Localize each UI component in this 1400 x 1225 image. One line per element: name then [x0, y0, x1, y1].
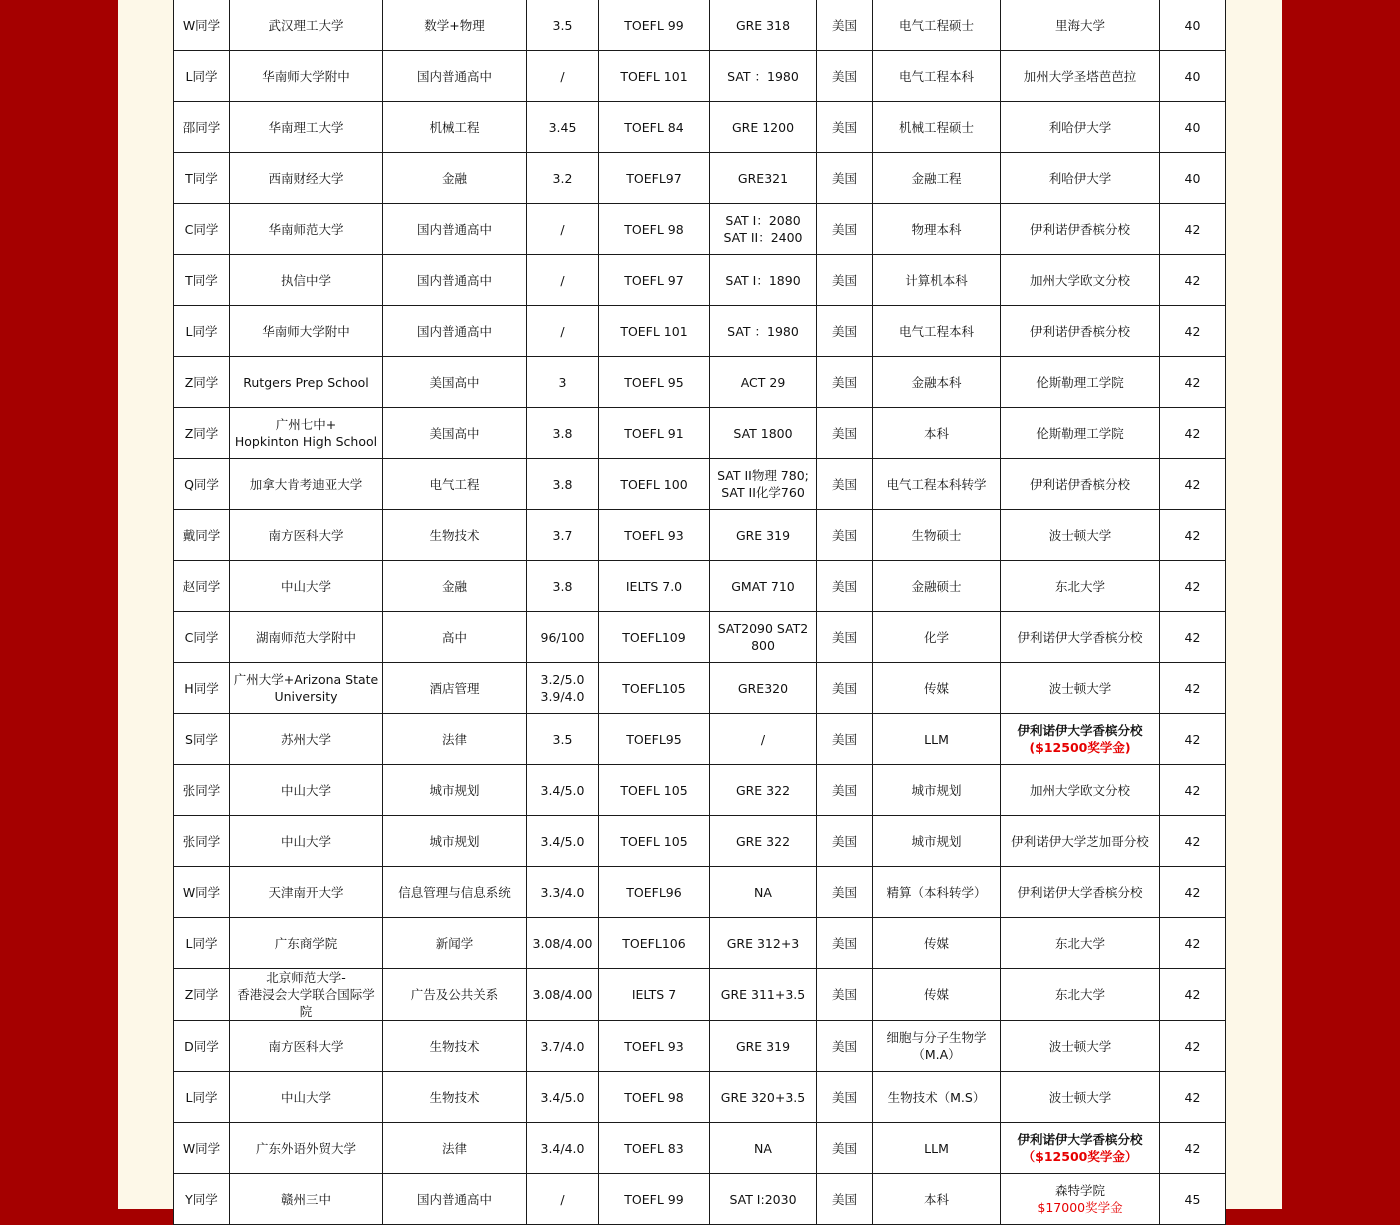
offer-school-cell	[1001, 561, 1160, 612]
offer-school-name: 东北大学	[1054, 578, 1105, 594]
language-score-cell: TOEFL 98	[599, 204, 710, 255]
student-name-cell: C同学	[174, 204, 230, 255]
test-score-cell: SAT I:2030	[710, 1174, 817, 1225]
offer-school-cell	[1001, 867, 1160, 918]
test-score-cell: SAT I：1890	[710, 255, 817, 306]
language-score-cell: TOEFL 98	[599, 1072, 710, 1123]
days-cell: 42	[1160, 510, 1226, 561]
table-row	[174, 102, 1226, 153]
program-cell: 城市规划	[873, 765, 1001, 816]
table-row	[174, 1123, 1226, 1174]
major-cell: 酒店管理	[383, 663, 527, 714]
test-score-cell: SAT II物理 780; SAT II化学760	[710, 459, 817, 510]
language-score-cell: TOEFL97	[599, 153, 710, 204]
school-cell: 中山大学	[230, 816, 383, 867]
days-cell: 42	[1160, 357, 1226, 408]
language-score-cell: TOEFL109	[599, 612, 710, 663]
offer-school-name: 伊利诺伊香槟分校	[1029, 476, 1130, 492]
country-cell: 美国	[817, 1123, 873, 1174]
student-name-cell: L同学	[174, 1072, 230, 1123]
gpa-cell: 3.2/5.0 3.9/4.0	[527, 663, 599, 714]
program-cell: 计算机本科	[873, 255, 1001, 306]
major-cell: 机械工程	[383, 102, 527, 153]
student-name-cell: Z同学	[174, 357, 230, 408]
student-name-cell: T同学	[174, 255, 230, 306]
gpa-cell: 3.4/5.0	[527, 1072, 599, 1123]
student-name-cell: L同学	[174, 51, 230, 102]
program-cell: 精算（本科转学）	[873, 867, 1001, 918]
test-score-cell: SAT I：2080 SAT II：2400	[710, 204, 817, 255]
gpa-cell: 3.08/4.00	[527, 969, 599, 1021]
student-name-cell: 邵同学	[174, 102, 230, 153]
major-cell: 法律	[383, 1123, 527, 1174]
offer-school-cell	[1001, 459, 1160, 510]
table-row	[174, 0, 1226, 51]
language-score-cell: TOEFL 97	[599, 255, 710, 306]
school-cell: 北京师范大学- 香港浸会大学联合国际学院	[230, 969, 383, 1021]
table-row	[174, 561, 1226, 612]
student-name-cell: Y同学	[174, 1174, 230, 1225]
offer-school-name: 伊利诺伊香槟分校	[1029, 221, 1130, 237]
student-name-cell: D同学	[174, 1021, 230, 1072]
test-score-cell: GRE 322	[710, 816, 817, 867]
language-score-cell: TOEFL 105	[599, 765, 710, 816]
gpa-cell: 3.08/4.00	[527, 918, 599, 969]
program-cell: 物理本科	[873, 204, 1001, 255]
offer-school-name: 伦斯勒理工学院	[1036, 374, 1124, 390]
table-row	[174, 612, 1226, 663]
test-score-cell: GRE 319	[710, 510, 817, 561]
table-row	[174, 1174, 1226, 1225]
offer-school-cell	[1001, 714, 1160, 765]
offer-school-cell	[1001, 1123, 1160, 1174]
school-cell: 天津南开大学	[230, 867, 383, 918]
days-cell: 45	[1160, 1174, 1226, 1225]
days-cell: 40	[1160, 102, 1226, 153]
days-cell: 42	[1160, 867, 1226, 918]
days-cell: 42	[1160, 561, 1226, 612]
test-score-cell: /	[710, 714, 817, 765]
country-cell: 美国	[817, 714, 873, 765]
major-cell: 生物技术	[383, 1021, 527, 1072]
student-name-cell: Z同学	[174, 408, 230, 459]
major-cell: 金融	[383, 153, 527, 204]
offer-school-cell	[1001, 969, 1160, 1021]
offer-school-cell	[1001, 306, 1160, 357]
major-cell: 生物技术	[383, 510, 527, 561]
school-cell: 华南理工大学	[230, 102, 383, 153]
offer-school-name: 波士顿大学	[1048, 1089, 1112, 1105]
major-cell: 广告及公共关系	[383, 969, 527, 1021]
offer-school-cell	[1001, 357, 1160, 408]
days-cell: 42	[1160, 816, 1226, 867]
student-name-cell: H同学	[174, 663, 230, 714]
language-score-cell: TOEFL 99	[599, 1174, 710, 1225]
days-cell: 42	[1160, 204, 1226, 255]
offer-school-name: 森特学院	[1054, 1183, 1105, 1198]
offer-school-cell	[1001, 918, 1160, 969]
country-cell: 美国	[817, 867, 873, 918]
student-name-cell: 戴同学	[174, 510, 230, 561]
days-cell: 40	[1160, 51, 1226, 102]
major-cell: 国内普通高中	[383, 204, 527, 255]
table-row	[174, 408, 1226, 459]
days-cell: 42	[1160, 408, 1226, 459]
gpa-cell: 3	[527, 357, 599, 408]
scholarship-note: $17000奖学金	[1037, 1200, 1123, 1215]
table-row	[174, 765, 1226, 816]
days-cell: 42	[1160, 255, 1226, 306]
test-score-cell: GRE 318	[710, 0, 817, 51]
test-score-cell: GRE 320+3.5	[710, 1072, 817, 1123]
test-score-cell: GRE321	[710, 153, 817, 204]
gpa-cell: 3.8	[527, 459, 599, 510]
school-cell: 华南师范大学	[230, 204, 383, 255]
gpa-cell: 3.8	[527, 408, 599, 459]
major-cell: 城市规划	[383, 765, 527, 816]
student-name-cell: Z同学	[174, 969, 230, 1021]
country-cell: 美国	[817, 408, 873, 459]
gpa-cell: /	[527, 51, 599, 102]
test-score-cell: SAT 1800	[710, 408, 817, 459]
gpa-cell: /	[527, 204, 599, 255]
gpa-cell: 3.7	[527, 510, 599, 561]
gpa-cell: 3.3/4.0	[527, 867, 599, 918]
school-cell: 广东商学院	[230, 918, 383, 969]
country-cell: 美国	[817, 459, 873, 510]
country-cell: 美国	[817, 1072, 873, 1123]
country-cell: 美国	[817, 51, 873, 102]
country-cell: 美国	[817, 663, 873, 714]
offer-school-name: 伊利诺伊大学香槟分校	[1017, 884, 1143, 900]
test-score-cell: GRE320	[710, 663, 817, 714]
major-cell: 城市规划	[383, 816, 527, 867]
table-row	[174, 204, 1226, 255]
country-cell: 美国	[817, 510, 873, 561]
program-cell: 金融硕士	[873, 561, 1001, 612]
major-cell: 高中	[383, 612, 527, 663]
days-cell: 42	[1160, 918, 1226, 969]
major-cell: 电气工程	[383, 459, 527, 510]
offer-school-cell	[1001, 408, 1160, 459]
test-score-cell: SAT2090 SAT2 800	[710, 612, 817, 663]
offer-school-name: 加州大学欧文分校	[1029, 782, 1130, 798]
language-score-cell: TOEFL 99	[599, 0, 710, 51]
gpa-cell: 3.4/4.0	[527, 1123, 599, 1174]
gpa-cell: 3.5	[527, 714, 599, 765]
major-cell: 新闻学	[383, 918, 527, 969]
country-cell: 美国	[817, 816, 873, 867]
test-score-cell: GMAT 710	[710, 561, 817, 612]
days-cell: 42	[1160, 714, 1226, 765]
student-name-cell: L同学	[174, 306, 230, 357]
student-name-cell: W同学	[174, 867, 230, 918]
country-cell: 美国	[817, 918, 873, 969]
test-score-cell: GRE 1200	[710, 102, 817, 153]
gpa-cell: 3.45	[527, 102, 599, 153]
gpa-cell: 3.2	[527, 153, 599, 204]
program-cell: 金融本科	[873, 357, 1001, 408]
table-row	[174, 918, 1226, 969]
program-cell: 传媒	[873, 969, 1001, 1021]
student-name-cell: 赵同学	[174, 561, 230, 612]
country-cell: 美国	[817, 1021, 873, 1072]
program-cell: 化学	[873, 612, 1001, 663]
table-row	[174, 255, 1226, 306]
country-cell: 美国	[817, 255, 873, 306]
offer-school-cell	[1001, 510, 1160, 561]
program-cell: 电气工程本科	[873, 306, 1001, 357]
test-score-cell: GRE 319	[710, 1021, 817, 1072]
program-cell: 电气工程硕士	[873, 0, 1001, 51]
test-score-cell: ACT 29	[710, 357, 817, 408]
student-name-cell: 张同学	[174, 816, 230, 867]
offer-school-name: 伊利诺伊大学香槟分校	[1017, 1132, 1143, 1147]
program-cell: LLM	[873, 714, 1001, 765]
student-name-cell: L同学	[174, 918, 230, 969]
days-cell: 40	[1160, 153, 1226, 204]
school-cell: 南方医科大学	[230, 510, 383, 561]
days-cell: 42	[1160, 1021, 1226, 1072]
program-cell: LLM	[873, 1123, 1001, 1174]
program-cell: 城市规划	[873, 816, 1001, 867]
table-row	[174, 459, 1226, 510]
student-name-cell: W同学	[174, 1123, 230, 1174]
gpa-cell: /	[527, 1174, 599, 1225]
language-score-cell: TOEFL106	[599, 918, 710, 969]
major-cell: 国内普通高中	[383, 255, 527, 306]
offer-school-name: 加州大学欧文分校	[1029, 272, 1130, 288]
major-cell: 国内普通高中	[383, 306, 527, 357]
school-cell: 广东外语外贸大学	[230, 1123, 383, 1174]
language-score-cell: TOEFL 93	[599, 1021, 710, 1072]
gpa-cell: 3.5	[527, 0, 599, 51]
student-name-cell: C同学	[174, 612, 230, 663]
offer-school-name: 伊利诺伊大学香槟分校	[1017, 629, 1143, 645]
offer-school-name: 利哈伊大学	[1048, 170, 1112, 186]
scholarship-note: （$12500奖学金）	[1022, 1149, 1138, 1164]
table-row	[174, 816, 1226, 867]
offer-school-cell	[1001, 1072, 1160, 1123]
gpa-cell: /	[527, 306, 599, 357]
student-name-cell: T同学	[174, 153, 230, 204]
language-score-cell: IELTS 7	[599, 969, 710, 1021]
school-cell: 西南财经大学	[230, 153, 383, 204]
gpa-cell: 3.4/5.0	[527, 816, 599, 867]
offer-school-cell	[1001, 663, 1160, 714]
days-cell: 40	[1160, 0, 1226, 51]
program-cell: 机械工程硕士	[873, 102, 1001, 153]
days-cell: 42	[1160, 765, 1226, 816]
school-cell: Rutgers Prep School	[230, 357, 383, 408]
student-name-cell: 张同学	[174, 765, 230, 816]
language-score-cell: TOEFL95	[599, 714, 710, 765]
major-cell: 金融	[383, 561, 527, 612]
country-cell: 美国	[817, 561, 873, 612]
student-name-cell: S同学	[174, 714, 230, 765]
days-cell: 42	[1160, 969, 1226, 1021]
school-cell: 华南师大学附中	[230, 51, 383, 102]
offer-school-cell	[1001, 0, 1160, 51]
language-score-cell: TOEFL 105	[599, 816, 710, 867]
country-cell: 美国	[817, 765, 873, 816]
offer-school-name: 伊利诺伊大学芝加哥分校	[1011, 833, 1149, 849]
major-cell: 美国高中	[383, 357, 527, 408]
school-cell: 湖南师范大学附中	[230, 612, 383, 663]
major-cell: 国内普通高中	[383, 51, 527, 102]
offer-school-name: 波士顿大学	[1048, 680, 1112, 696]
offer-school-cell	[1001, 1174, 1160, 1225]
language-score-cell: IELTS 7.0	[599, 561, 710, 612]
days-cell: 42	[1160, 1072, 1226, 1123]
offer-school-name: 波士顿大学	[1048, 1038, 1112, 1054]
table-row	[174, 510, 1226, 561]
offer-school-cell	[1001, 1021, 1160, 1072]
offer-school-name: 伊利诺伊大学香槟分校	[1017, 723, 1143, 738]
table-row	[174, 153, 1226, 204]
school-cell: 华南师大学附中	[230, 306, 383, 357]
country-cell: 美国	[817, 204, 873, 255]
country-cell: 美国	[817, 153, 873, 204]
program-cell: 生物技术（M.S）	[873, 1072, 1001, 1123]
test-score-cell: SAT ：1980	[710, 51, 817, 102]
country-cell: 美国	[817, 0, 873, 51]
test-score-cell: GRE 312+3	[710, 918, 817, 969]
program-cell: 电气工程本科	[873, 51, 1001, 102]
program-cell: 金融工程	[873, 153, 1001, 204]
table-row	[174, 714, 1226, 765]
school-cell: 执信中学	[230, 255, 383, 306]
admission-results-table	[173, 0, 1226, 1225]
offer-school-name: 里海大学	[1054, 17, 1105, 33]
offer-school-cell	[1001, 255, 1160, 306]
country-cell: 美国	[817, 1174, 873, 1225]
table-row	[174, 1072, 1226, 1123]
major-cell: 数学+物理	[383, 0, 527, 51]
offer-school-cell	[1001, 816, 1160, 867]
test-score-cell: NA	[710, 867, 817, 918]
major-cell: 国内普通高中	[383, 1174, 527, 1225]
gpa-cell: /	[527, 255, 599, 306]
language-score-cell: TOEFL 84	[599, 102, 710, 153]
days-cell: 42	[1160, 459, 1226, 510]
major-cell: 生物技术	[383, 1072, 527, 1123]
gpa-cell: 96/100	[527, 612, 599, 663]
country-cell: 美国	[817, 969, 873, 1021]
days-cell: 42	[1160, 663, 1226, 714]
gpa-cell: 3.8	[527, 561, 599, 612]
program-cell: 生物硕士	[873, 510, 1001, 561]
school-cell: 武汉理工大学	[230, 0, 383, 51]
school-cell: 中山大学	[230, 1072, 383, 1123]
school-cell: 广州七中+ Hopkinton High School	[230, 408, 383, 459]
school-cell: 南方医科大学	[230, 1021, 383, 1072]
school-cell: 加拿大肯考迪亚大学	[230, 459, 383, 510]
school-cell: 中山大学	[230, 765, 383, 816]
days-cell: 42	[1160, 306, 1226, 357]
language-score-cell: TOEFL96	[599, 867, 710, 918]
offer-school-cell	[1001, 612, 1160, 663]
offer-school-cell	[1001, 153, 1160, 204]
major-cell: 美国高中	[383, 408, 527, 459]
offer-school-cell	[1001, 102, 1160, 153]
days-cell: 42	[1160, 1123, 1226, 1174]
test-score-cell: GRE 311+3.5	[710, 969, 817, 1021]
offer-school-name: 加州大学圣塔芭芭拉	[1023, 68, 1137, 84]
school-cell: 广州大学+Arizona State University	[230, 663, 383, 714]
scholarship-note: ($12500奖学金)	[1029, 740, 1131, 755]
offer-school-cell	[1001, 765, 1160, 816]
language-score-cell: TOEFL 95	[599, 357, 710, 408]
program-cell: 本科	[873, 408, 1001, 459]
offer-school-name: 波士顿大学	[1048, 527, 1112, 543]
table-row	[174, 357, 1226, 408]
school-cell: 苏州大学	[230, 714, 383, 765]
student-name-cell: Q同学	[174, 459, 230, 510]
school-cell: 中山大学	[230, 561, 383, 612]
country-cell: 美国	[817, 612, 873, 663]
language-score-cell: TOEFL105	[599, 663, 710, 714]
country-cell: 美国	[817, 357, 873, 408]
language-score-cell: TOEFL 83	[599, 1123, 710, 1174]
offer-school-name: 东北大学	[1054, 987, 1105, 1002]
language-score-cell: TOEFL 93	[599, 510, 710, 561]
table-body	[174, 0, 1226, 1225]
gpa-cell: 3.7/4.0	[527, 1021, 599, 1072]
test-score-cell: NA	[710, 1123, 817, 1174]
major-cell: 信息管理与信息系统	[383, 867, 527, 918]
language-score-cell: TOEFL 101	[599, 306, 710, 357]
program-cell: 细胞与分子生物学（M.A）	[873, 1021, 1001, 1072]
major-cell: 法律	[383, 714, 527, 765]
language-score-cell: TOEFL 101	[599, 51, 710, 102]
offer-school-name: 东北大学	[1054, 935, 1105, 951]
table-row	[174, 867, 1226, 918]
student-name-cell: W同学	[174, 0, 230, 51]
school-cell: 赣州三中	[230, 1174, 383, 1225]
table-row	[174, 1021, 1226, 1072]
offer-school-name: 利哈伊大学	[1048, 119, 1112, 135]
table-row	[174, 306, 1226, 357]
offer-school-name: 伊利诺伊香槟分校	[1029, 323, 1130, 339]
table-row	[174, 51, 1226, 102]
language-score-cell: TOEFL 100	[599, 459, 710, 510]
table-row	[174, 663, 1226, 714]
country-cell: 美国	[817, 306, 873, 357]
program-cell: 传媒	[873, 663, 1001, 714]
program-cell: 本科	[873, 1174, 1001, 1225]
offer-school-cell	[1001, 204, 1160, 255]
days-cell: 42	[1160, 612, 1226, 663]
country-cell: 美国	[817, 102, 873, 153]
program-cell: 传媒	[873, 918, 1001, 969]
gpa-cell: 3.4/5.0	[527, 765, 599, 816]
language-score-cell: TOEFL 91	[599, 408, 710, 459]
offer-school-cell	[1001, 51, 1160, 102]
table-row	[174, 969, 1226, 1021]
offer-school-name: 伦斯勒理工学院	[1036, 425, 1124, 441]
test-score-cell: SAT ：1980	[710, 306, 817, 357]
test-score-cell: GRE 322	[710, 765, 817, 816]
program-cell: 电气工程本科转学	[873, 459, 1001, 510]
